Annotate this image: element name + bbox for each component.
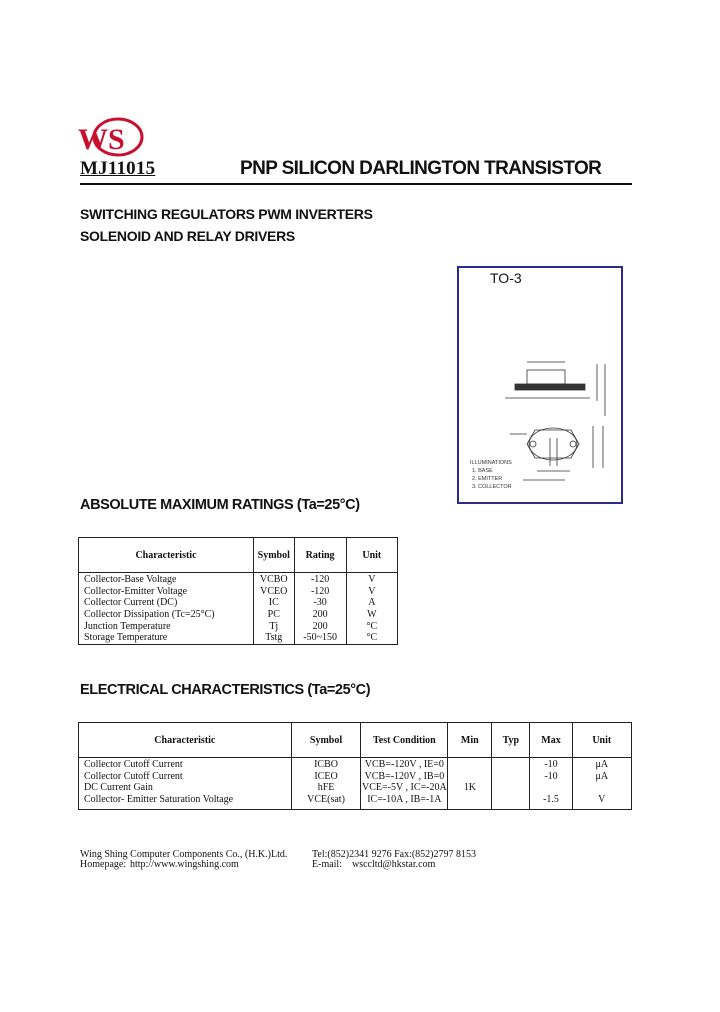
table-cell: VCE=-5V , IC=-20A [362,782,447,794]
part-number: MJ11015 [80,158,156,179]
rating-column [294,573,346,645]
col-symbol: Symbol [291,723,361,758]
table-cell: -10 [544,759,558,770]
table-cell: VCBO [259,574,288,585]
table-cell [448,794,491,806]
table-cell: Tj [269,620,279,632]
package-label: TO-3 [490,270,522,286]
col-characteristic: Characteristic [79,723,292,758]
unit-column [572,758,631,810]
table-cell: Collector Current (DC) [84,597,178,609]
pin-3-label: 3. COLLECTOR [472,484,512,490]
table-cell: Collector-Emitter Voltage [84,585,188,597]
table-cell: -120 [310,585,330,597]
pin-2-label: 2. EMITTER [472,476,503,482]
col-unit: Unit [572,723,631,758]
electrical-characteristics-table [78,722,632,810]
table-cell: VCEO [260,585,288,597]
table-cell: Collector Cutoff Current [84,770,183,782]
table-cell [492,759,529,771]
col-typ: Typ [492,723,530,758]
footer-email-label: E-mail: [312,859,342,870]
max-column [530,758,572,810]
table-cell: Collector Dissipation (Tc=25°C) [84,609,215,621]
col-characteristic: Characteristic [79,538,254,573]
table-cell: ICBO [314,759,338,770]
table-cell [448,759,491,771]
table-cell: -1.5 [543,794,559,806]
table-cell: 1K [463,782,476,794]
table-cell: -120 [310,574,330,585]
col-min: Min [448,723,492,758]
package-outline-drawing [465,356,615,496]
col-max: Max [530,723,572,758]
email-link[interactable]: wsccltd@hkstar.com [352,859,436,870]
table-cell: 200 [312,620,328,632]
table-cell: Junction Temperature [84,620,171,632]
table-cell: °C [366,620,378,632]
table-cell: μA [595,759,609,770]
col-symbol: Symbol [253,538,294,573]
page-title: PNP SILICON DARLINGTON TRANSISTOR [240,158,602,179]
table-cell: IC=-10A , IB=-1A [367,794,442,806]
table-cell: °C [366,632,378,644]
table-cell: -30 [313,597,327,609]
table-cell: A [368,597,376,609]
elec-heading: ELECTRICAL CHARACTERISTICS (Ta=25°C) [80,682,371,698]
logo-text: WS [78,123,125,156]
abs-max-table [78,537,398,645]
characteristic-column [79,758,292,810]
company-logo [76,117,146,161]
table-cell [530,782,571,794]
table-cell: IC [268,597,279,609]
table-cell [448,771,491,783]
footer-company: Wing Shing Computer Components Co., (H.K.)Ltd. [80,849,288,860]
min-column [448,758,492,810]
table-cell [492,782,529,794]
homepage-link[interactable]: http://www.wingshing.com [130,859,239,870]
table-cell: Collector-Base Voltage [84,574,177,585]
footer-homepage-label: Homepage: [80,859,127,870]
table-cell: hFE [317,782,335,794]
col-rating: Rating [294,538,346,573]
table-cell [492,794,529,806]
table-cell: Storage Temperature [84,632,168,644]
table-cell: V [368,585,376,597]
table-cell: μA [595,770,609,782]
table-cell [492,771,529,783]
table-cell: VCE(sat) [307,794,345,806]
table-cell: 200 [312,609,328,621]
pin-1-label: 1. BASE [472,468,493,474]
pin-heading: ILLUMINATIONS [470,460,512,466]
table-cell: Tstg [265,632,283,644]
typ-column [492,758,530,810]
symbol-column [253,573,294,645]
symbol-column [291,758,361,810]
test-condition-column [361,758,448,810]
table-cell: ICEO [314,770,338,782]
unit-column [346,573,397,645]
feature-line-1: SWITCHING REGULATORS PWM INVERTERS [80,206,373,222]
table-cell: V [368,574,376,585]
table-cell [573,782,631,794]
abs-max-heading: ABSOLUTE MAXIMUM RATINGS (Ta=25°C) [80,497,360,513]
col-unit: Unit [346,538,397,573]
feature-line-2: SOLENOID AND RELAY DRIVERS [80,228,295,244]
table-cell: VCB=-120V , IB=0 [364,770,445,782]
table-cell: -10 [544,770,558,782]
table-cell: PC [267,609,280,621]
footer-tel-fax: Tel:(852)2341 9276 Fax:(852)2797 8153 [312,849,477,860]
table-cell: DC Current Gain [84,782,153,794]
table-cell: V [598,794,606,806]
table-cell: W [367,609,377,621]
header-divider [80,183,632,185]
table-cell: -50~150 [303,632,337,644]
col-test-condition: Test Condition [361,723,448,758]
table-cell: Collector Cutoff Current [84,759,183,770]
table-cell: VCB=-120V , IE=0 [364,759,444,770]
characteristic-column [79,573,254,645]
table-cell: Collector- Emitter Saturation Voltage [84,794,234,806]
